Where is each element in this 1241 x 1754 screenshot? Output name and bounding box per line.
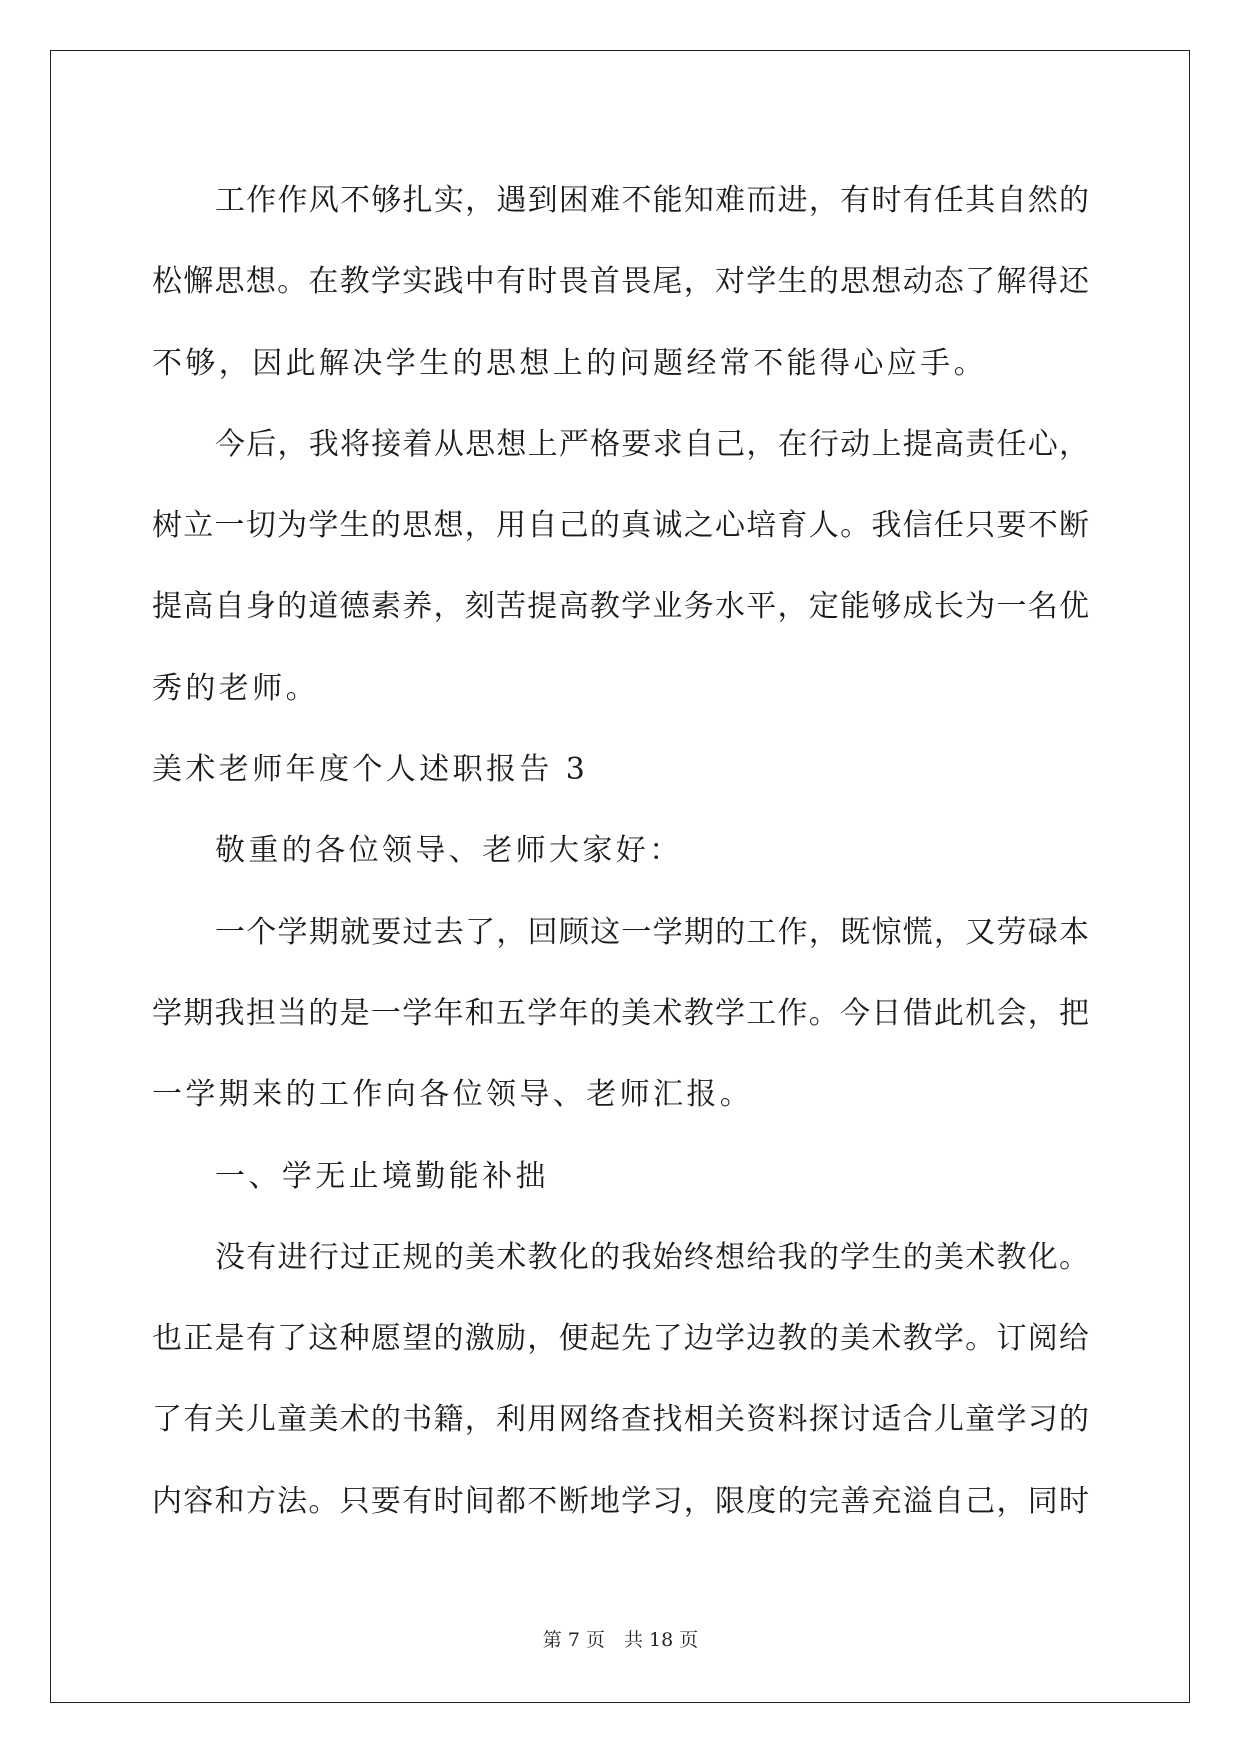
text-line: 一、学无止境勤能补拙 [215, 1158, 549, 1194]
text-line: 工作作风不够扎实，遇到困难不能知难而进，有时有任其自然的 [215, 183, 1089, 218]
text-line: 内容和方法。只要有时间都不断地学习，限度的完善充溢自己，同时 [152, 1483, 1089, 1519]
text-line: 敬重的各位领导、老师大家好： [215, 833, 683, 869]
text-line: 了有关儿童美术的书籍，利用网络查找相关资料探讨适合儿童学习的 [152, 1402, 1089, 1438]
text-line: 没有进行过正规的美术教化的我始终想给我的学生的美术教化。 [215, 1239, 1089, 1275]
text-line: 提高自身的道德素养，刻苦提高教学业务水平，定能够成长为一名优 [152, 589, 1089, 625]
text-line: 树立一切为学生的思想，用自己的真诚之心培育人。我信任只要不断 [152, 508, 1089, 544]
text-line: 美术老师年度个人述职报告 3 [152, 752, 589, 788]
text-line: 松懈思想。在教学实践中有时畏首畏尾，对学生的思想动态了解得还 [152, 264, 1089, 300]
page-number-footer: 第 7 页 共 18 页 [542, 1629, 699, 1651]
text-line: 学期我担当的是一学年和五学年的美术教学工作。今日借此机会，把 [152, 995, 1089, 1031]
text-line: 今后，我将接着从思想上严格要求自己，在行动上提高责任心， [215, 426, 1089, 462]
text-line: 秀的老师。 [152, 670, 319, 706]
document-body [152, 160, 1089, 1542]
text-line: 也正是有了这种愿望的激励，便起先了边学边教的美术教学。订阅给 [152, 1321, 1089, 1357]
text-line: 一个学期就要过去了，回顾这一学期的工作，既惊慌，又劳碌本 [215, 914, 1089, 950]
text-line: 不够，因此解决学生的思想上的问题经常不能得心应手。 [152, 345, 987, 381]
text-line: 一学期来的工作向各位领导、老师汇报。 [152, 1077, 754, 1113]
